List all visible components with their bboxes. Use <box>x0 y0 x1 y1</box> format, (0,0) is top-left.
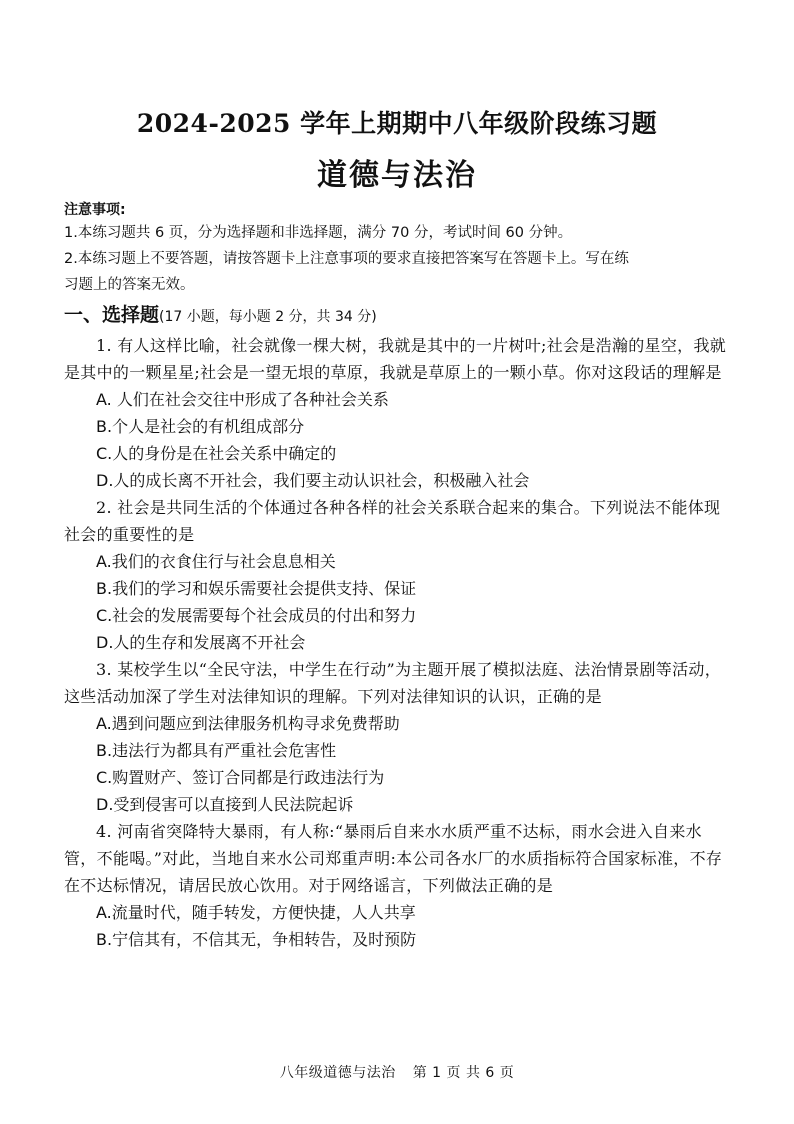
option-a: A.我们的衣食住行与社会息息相关 <box>96 552 336 571</box>
option-b: B.个人是社会的有机组成部分 <box>96 417 305 436</box>
question-stem: 4. 河南省突降特大暴雨，有人称:“暴雨后自来水水质严重不达标，雨水会进入自来水管，不能喝。”对此，当地自来水公司郑重声明:本公司各水厂的水质指标符合国家标准，不存在不达标情况，请居民放心饮用。对于网络谣言，下列做法正确的是 <box>64 822 723 895</box>
footer-page-number: 第 1 页 共 6 页 <box>412 1065 515 1081</box>
footer-subject: 八年级道德与法治 <box>279 1065 396 1081</box>
question-2 <box>64 494 734 656</box>
question-3 <box>64 656 734 818</box>
option-a: A.遇到问题应到法律服务机构寻求免费帮助 <box>96 714 400 733</box>
exam-title: 2024-2025 学年上期期中八年级阶段练习题 <box>136 109 658 138</box>
section-heading <box>64 300 734 332</box>
option-a: A.流量时代，随手转发，方便快捷，人人共享 <box>96 903 416 922</box>
notice-line: 1.本练习题共 6 页，分为选择题和非选择题，满分 70 分，考试时间 60 分钟。 <box>64 225 573 241</box>
option-a: A. 人们在社会交往中形成了各种社会关系 <box>96 390 389 409</box>
option-d: D.人的生存和发展离不开社会 <box>96 633 306 652</box>
option-c: C.社会的发展需要每个社会成员的付出和努力 <box>96 606 417 625</box>
question-stem: 2. 社会是共同生活的个体通过各种各样的社会关系联合起来的集合。下列说法不能体现社会的重要性的是 <box>64 498 721 544</box>
exam-content <box>64 200 734 953</box>
option-d: D.受到侵害可以直接到人民法院起诉 <box>96 795 354 814</box>
option-d: D.人的成长离不开社会，我们要主动认识社会，积极融入社会 <box>96 471 530 490</box>
question-stem: 3. 某校学生以“全民守法，中学生在行动”为主题开展了模拟法庭、法治情景剧等活动，这些活动加深了学生对法律知识的理解。下列对法律知识的认识，正确的是 <box>64 660 722 706</box>
subject-title: 道德与法治 <box>317 158 477 193</box>
section-title: 一、选择题 <box>64 304 160 326</box>
section-note: (17 小题，每小题 2 分，共 34 分) <box>159 309 377 325</box>
option-b: B.宁信其有，不信其无，争相转告，及时预防 <box>96 930 417 949</box>
notice-line: 2.本练习题上不要答题，请按答题卡上注意事项的要求直接把答案写在答题卡上。写在练 <box>64 251 629 267</box>
notice-heading: 注意事项: <box>64 202 126 218</box>
page-footer <box>0 1062 794 1082</box>
option-b: B.我们的学习和娱乐需要社会提供支持、保证 <box>96 579 417 598</box>
notice-line: 习题上的答案无效。 <box>64 277 195 293</box>
question-1 <box>64 332 734 494</box>
question-4 <box>64 818 734 953</box>
option-c: C.购置财产、签订合同都是行政违法行为 <box>96 768 385 787</box>
option-c: C.人的身份是在社会关系中确定的 <box>96 444 337 463</box>
question-stem: 1. 有人这样比喻，社会就像一棵大树，我就是其中的一片树叶;社会是浩瀚的星空，我就是其中的一颗星星;社会是一望无垠的草原，我就是草原上的一颗小草。你对这段话的理解是 <box>64 336 727 382</box>
option-b: B.违法行为都具有严重社会危害性 <box>96 741 337 760</box>
